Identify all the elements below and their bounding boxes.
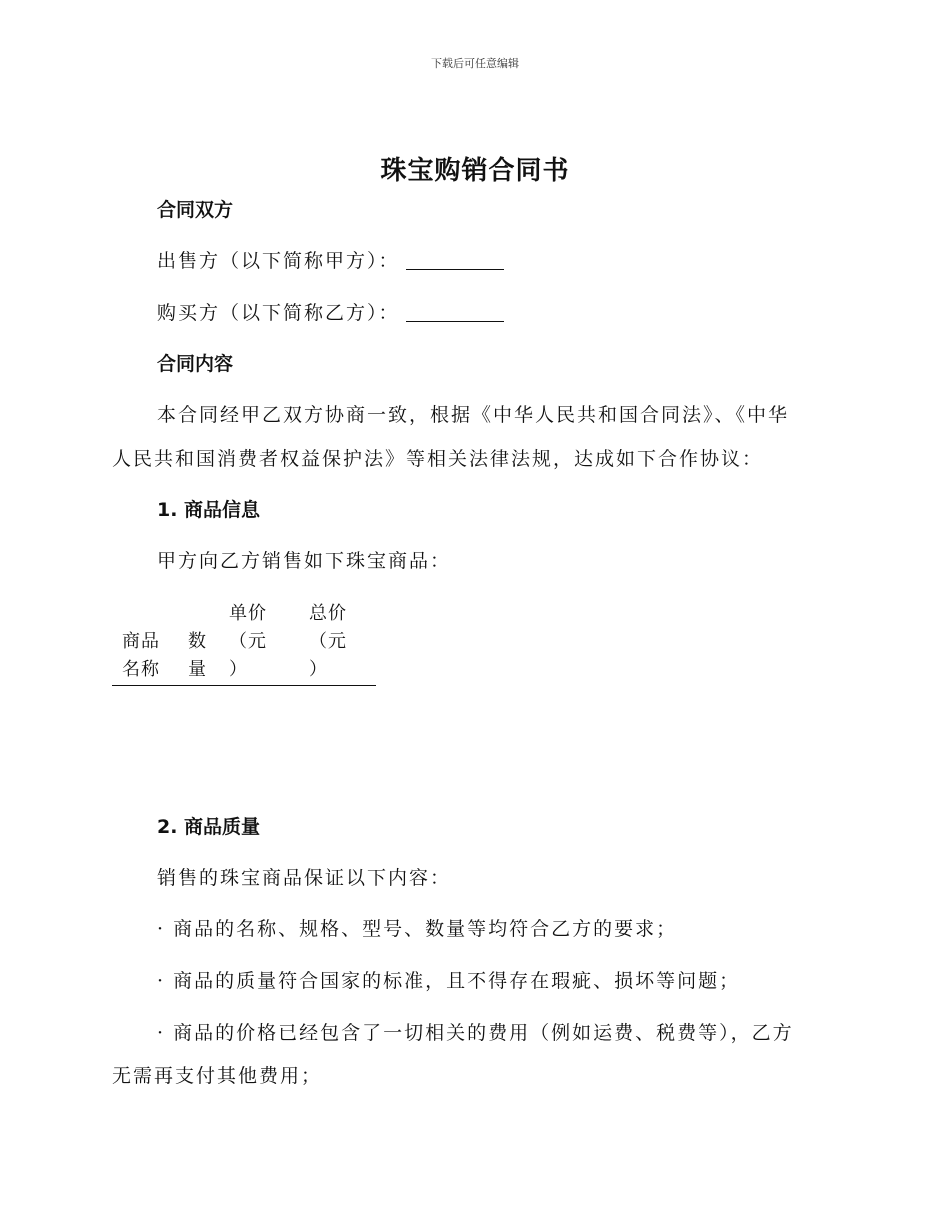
table-header-total-price: 总价 （元 ）	[309, 603, 347, 680]
table-header-name: 商品 名称	[122, 631, 160, 680]
seller-blank-field	[406, 251, 504, 270]
intro-line-2: 人民共和国消费者权益保护法》等相关法律法规，达成如下合作协议：	[112, 448, 764, 470]
quality-bullet-2: · 商品的质量符合国家的标准，且不得存在瑕疵、损坏等问题；	[157, 970, 741, 992]
buyer-label: 购买方（以下简称乙方）：	[157, 302, 400, 324]
seller-label: 出售方（以下简称甲方）：	[157, 250, 400, 272]
table-header-unit-price: 单价 （元 ）	[229, 603, 267, 680]
section2-desc: 销售的珠宝商品保证以下内容：	[157, 867, 452, 889]
buyer-line	[157, 298, 504, 325]
table-header-quantity: 数 量	[188, 631, 207, 680]
section2-heading: 2. 商品质量	[157, 816, 261, 838]
parties-heading: 合同双方	[157, 199, 234, 221]
content-heading: 合同内容	[157, 353, 234, 375]
table-header-rule	[112, 685, 376, 686]
page-header-note: 下载后可任意编辑	[431, 57, 519, 70]
intro-line-1: 本合同经甲乙双方协商一致，根据《中华人民共和国合同法》、《中华	[157, 404, 790, 426]
quality-bullet-3-line-1: · 商品的价格已经包含了一切相关的费用（例如运费、税费等），乙方	[157, 1022, 794, 1044]
buyer-blank-field	[406, 303, 504, 322]
section1-desc: 甲方向乙方销售如下珠宝商品：	[157, 550, 452, 572]
document-title: 珠宝购销合同书	[380, 156, 570, 186]
section1-heading: 1. 商品信息	[157, 499, 261, 521]
seller-line	[157, 246, 504, 273]
quality-bullet-1: · 商品的名称、规格、型号、数量等均符合乙方的要求；	[157, 918, 678, 940]
quality-bullet-3-line-2: 无需再支付其他费用；	[112, 1065, 323, 1087]
